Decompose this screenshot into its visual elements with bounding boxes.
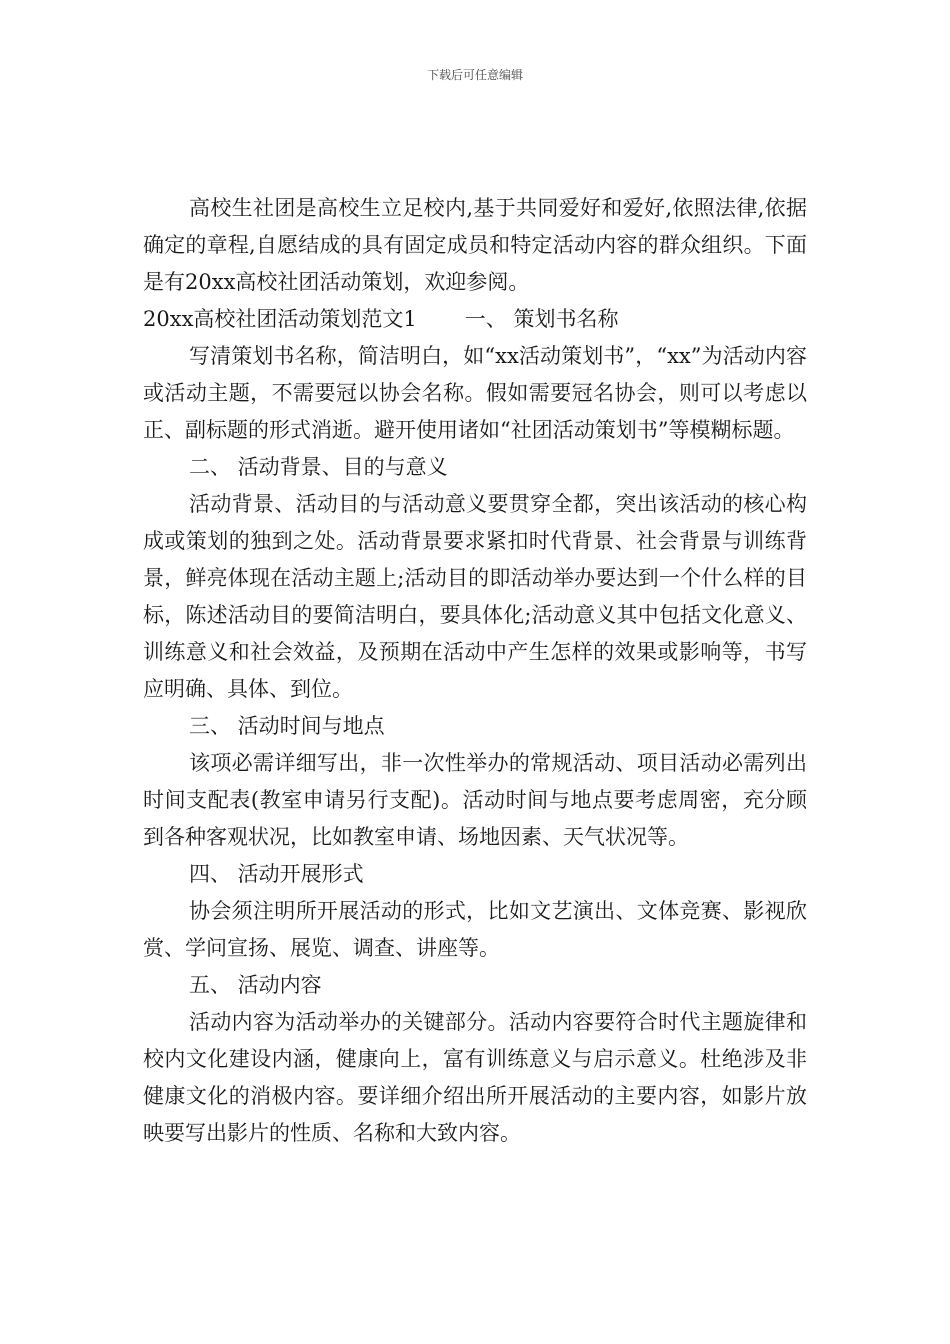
sample-title-line xyxy=(143,301,807,338)
header-note: 下载后可任意编辑 xyxy=(426,68,523,82)
section5-heading: 五、 活动内容 xyxy=(189,973,322,997)
section4-heading: 四、 活动开展形式 xyxy=(189,862,364,886)
title-spacer xyxy=(417,301,465,338)
section3-heading: 三、 活动时间与地点 xyxy=(189,714,385,738)
section2-heading: 二、 活动背景、目的与意义 xyxy=(189,455,448,479)
section1-heading: 一、 策划书名称 xyxy=(464,307,619,331)
section4-body: 协会须注明所开展活动的形式，比如文艺演出、文体竞赛、影视欣赏、学问宣扬、展览、调查、讲座等。 xyxy=(143,899,807,960)
sample-title: 20xx高校社团活动策划范文1 xyxy=(143,307,417,331)
document-body xyxy=(143,190,807,1152)
intro-paragraph: 高校生社团是高校生立足校内,基于共同爱好和爱好,依照法律,依据确定的章程,自愿结成的具有固定成员和特定活动内容的群众组织。下面是有20xx高校社团活动策划，欢迎参阅。 xyxy=(143,196,807,294)
section2-body: 活动背景、活动目的与活动意义要贯穿全都，突出该活动的核心构成或策划的独到之处。活动背景要求紧扣时代背景、社会背景与训练背景，鲜亮体现在活动主题上;活动目的即活动举办要达到一个什么样的目标，陈述活动目的要简洁明白，要具体化;活动意义其中包括文化意义、训练意义和社会效益，及预期在活动中产生怎样的效果或影响等，书写应明确、具体、到位。 xyxy=(143,492,807,701)
section1-body: 写清策划书名称，简洁明白，如“xx活动策划书”，“xx”为活动内容或活动主题，不需要冠以协会名称。假如需要冠名协会，则可以考虑以正、副标题的形式消逝。避开使用诸如“社团活动策划书”等模糊标题。 xyxy=(143,344,807,442)
section5-body: 活动内容为活动举办的关键部分。活动内容要符合时代主题旋律和校内文化建设内涵，健康向上，富有训练意义与启示意义。杜绝涉及非健康文化的消极内容。要详细介绍出所开展活动的主要内容，如影片放映要写出影片的性质、名称和大致内容。 xyxy=(143,1010,807,1145)
section3-body: 该项必需详细写出，非一次性举办的常规活动、项目活动必需列出时间支配表(教室申请另行支配)。活动时间与地点要考虑周密，充分顾到各种客观状况，比如教室申请、场地因素、天气状况等。 xyxy=(143,751,807,849)
